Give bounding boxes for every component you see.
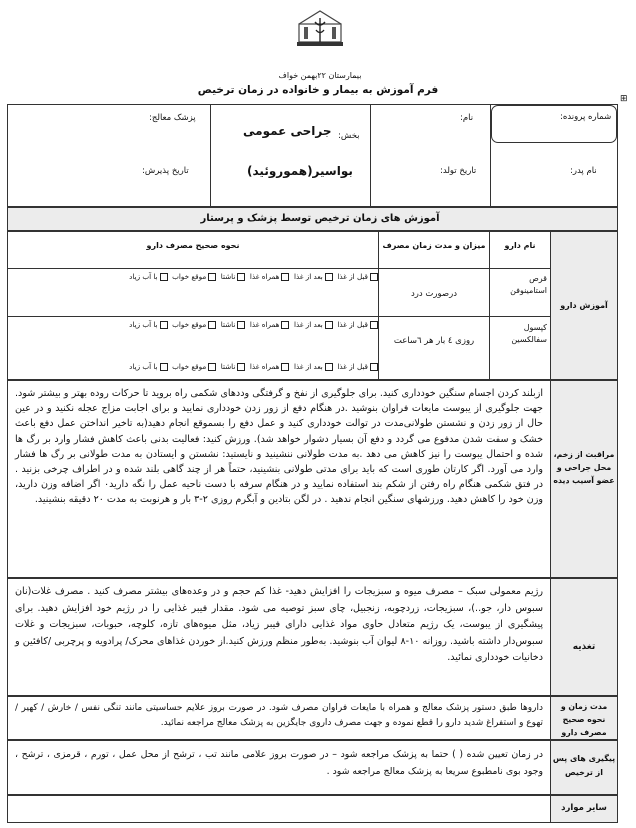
option-fasting[interactable]: ناشتا xyxy=(221,362,246,371)
doctor-label: پزشک معالج: xyxy=(149,113,196,123)
drug-section-label: آموزش دارو xyxy=(560,301,608,310)
option-with-water[interactable]: با آب زیاد xyxy=(129,362,167,371)
drug-2-amount: روزی ٤ بار هر ٦ساعت xyxy=(393,336,475,346)
drug-1-name: قرص استامینوفن xyxy=(510,274,547,295)
option-fasting[interactable]: ناشتا xyxy=(221,320,246,329)
col-amount: میزان و مدت زمان مصرف xyxy=(382,241,486,250)
option-bedtime[interactable]: موقع خواب xyxy=(172,362,216,371)
option-after-meal[interactable]: بعد از غذا xyxy=(294,272,333,281)
timing-text: داروها طبق دستور پزشک معالج و همراه با مایعات فراوان مصرف شود. در صورت بروز علایم حساسیتی مانند تنگی نفس / خارش / کهیر /تهوع و استفراغ شدید دارو را قطع نموده و جهت مصرف داروی جایگزین به پزشک معالج مراجعه نمائید. xyxy=(15,703,543,728)
nutrition-label: تغذیه xyxy=(572,642,596,652)
option-before-meal[interactable]: قبل از غذا xyxy=(337,320,378,329)
other-field[interactable] xyxy=(8,796,550,822)
hospital-name: بیمارستان ۲۲بهمن خواف xyxy=(278,71,362,80)
drug-1-amount: درصورت درد xyxy=(411,289,457,299)
hospital-logo xyxy=(295,8,345,52)
followup-label: پیگیری های پس از ترخیص xyxy=(552,754,616,777)
care-text: ازبلند کردن اجسام سنگین خودداری کنید. برای جلوگیری از نفخ و گرفتگی وددهای شکمی راه بروید تا حرکات روده بهتر و بیشتر شود. جهت جلوگیری از یبوست مایعات فراوان بنوشید .در هنگام دفع از زور زدن خودداری نمایید و برای اجابت مزاج عجله نکنید و در عین حال از زور زدن و نشستن طولانی‌مدت در توالت خودداری کنید و عمل دفع را بسموقع انجام دهید(به تاخیر انداختن عمل دفع باعث خشک و سفت شدن مدفوع می گردد و دفع آن بسیار دشوار خواهد شد). ورزش کنید: فعالیت بدنی باعث کاهش فشار وارد بر رگ ها شده و احتمال یبوست را نیز کاهش می دهد .به مدت طولانی ننشینید و نایستید: نشستن و ایستادن به مدت طولانی بر رگ ها فشار وارد می آورد. اگر کارتان طوری است که باید برای مدتی طولانی بنشینید، حتماً هر از چند گاهی بلند شده و در اطراف چرخی بزنید . در فتق شکمی هنگام راه رفتن از شکم بند استفاده نمایید و در هنگام سرفه با دست ناحیه عمل را نگه دارید۰ اگر اضافه وزن دارید، وزن خود را کاهش دهید. ورزشهای سنگین انجام ندهید . در لگن بتادین و آبگرم روزی ۲-۳ بار و هرنوبت به مدت ۲۰ دقیقه بنشینید. xyxy=(15,388,544,506)
col-method: نحوه صحیح مصرف دارو xyxy=(146,241,240,250)
other-label: سایر موارد xyxy=(561,803,607,813)
diagnosis-value: بواسیر(هموروئید) xyxy=(247,164,353,178)
ward-value: جراحی عمومی xyxy=(243,124,332,138)
drug-2-name: کپسول سفالکسین xyxy=(511,323,547,344)
form-title: فرم آموزش به بیمار و خانواده در زمان ترخیص xyxy=(197,84,439,96)
ward-label: بخش: xyxy=(338,131,360,141)
option-with-water[interactable]: با آب زیاد xyxy=(129,320,167,329)
option-bedtime[interactable]: موقع خواب xyxy=(172,320,216,329)
col-drug-name: نام دارو xyxy=(504,241,536,250)
option-with-meal[interactable]: همراه غذا xyxy=(250,272,290,281)
option-with-water[interactable]: با آب زیاد xyxy=(129,272,167,281)
drug-3-options xyxy=(129,362,378,372)
father-name-label: نام پدر: xyxy=(570,166,597,176)
drug-1-options xyxy=(129,272,378,282)
followup-text: در زمان تعیین شده ( ) حتما به پزشک مراجعه شود – در صورت بروز علامی مانند تب ، ترشح از محل عمل ، تورم ، قرمزی ، ترشح ، وجود بوی نامطبوع سریعا به پزشک معالج مراجعه شود . xyxy=(15,749,543,777)
birth-date-label: تاریخ تولد: xyxy=(440,166,477,176)
timing-label: مدت زمان و نحوه صحیح مصرف دارو xyxy=(560,702,608,737)
option-before-meal[interactable]: قبل از غذا xyxy=(337,362,378,371)
drug-2-options xyxy=(129,320,378,330)
care-label: مراقبت از زخم، محل جراحی و عضو آسیب دیده xyxy=(553,450,615,485)
file-number-label: شماره پرونده: xyxy=(560,112,612,122)
table-move-handle-icon: ⊞ xyxy=(620,94,628,104)
admission-date-label: تاریخ پذیرش: xyxy=(142,166,189,176)
option-with-meal[interactable]: همراه غذا xyxy=(250,320,290,329)
section-title: آموزش های زمان ترخیص توسط پزشک و پرستار xyxy=(200,213,440,224)
nutrition-text: رژیم معمولی سبک – مصرف میوه و سبزیجات را افزایش دهید- غذا کم حجم و در وعده‌های بیشتر مصرف کنید . مصرف غلات(نان سبوس دار، جو..)، سبزیجات، زردچوبه، زنجبیل، چای سبز توصیه می شود. مقدار فیبر غذایی را در رژیم خود افزایش دهید. برای پیشگیری از یبوست، یک رژیم متعادل حاوی مواد غذایی دارای فیبر زیاد، مثل میوه‌های تازه، کلوچه، حبوبات، سبزیجات و غلات سبوس‌دار داشته باشید. روزانه ۱۰-۸ لیوان آب بنوشید. به‌طور منظم ورزش کنید.از خوردن غذاهای محرک/ پرادویه و پرچربی /کافئین و دخانیات خودداری نمائید. xyxy=(15,586,543,663)
option-bedtime[interactable]: موقع خواب xyxy=(172,272,216,281)
option-after-meal[interactable]: بعد از غذا xyxy=(294,362,333,371)
option-after-meal[interactable]: بعد از غذا xyxy=(294,320,333,329)
drug-table xyxy=(7,231,618,380)
option-with-meal[interactable]: همراه غذا xyxy=(250,362,290,371)
name-label: نام: xyxy=(460,113,474,123)
option-fasting[interactable]: ناشتا xyxy=(221,272,246,281)
option-before-meal[interactable]: قبل از غذا xyxy=(337,272,378,281)
